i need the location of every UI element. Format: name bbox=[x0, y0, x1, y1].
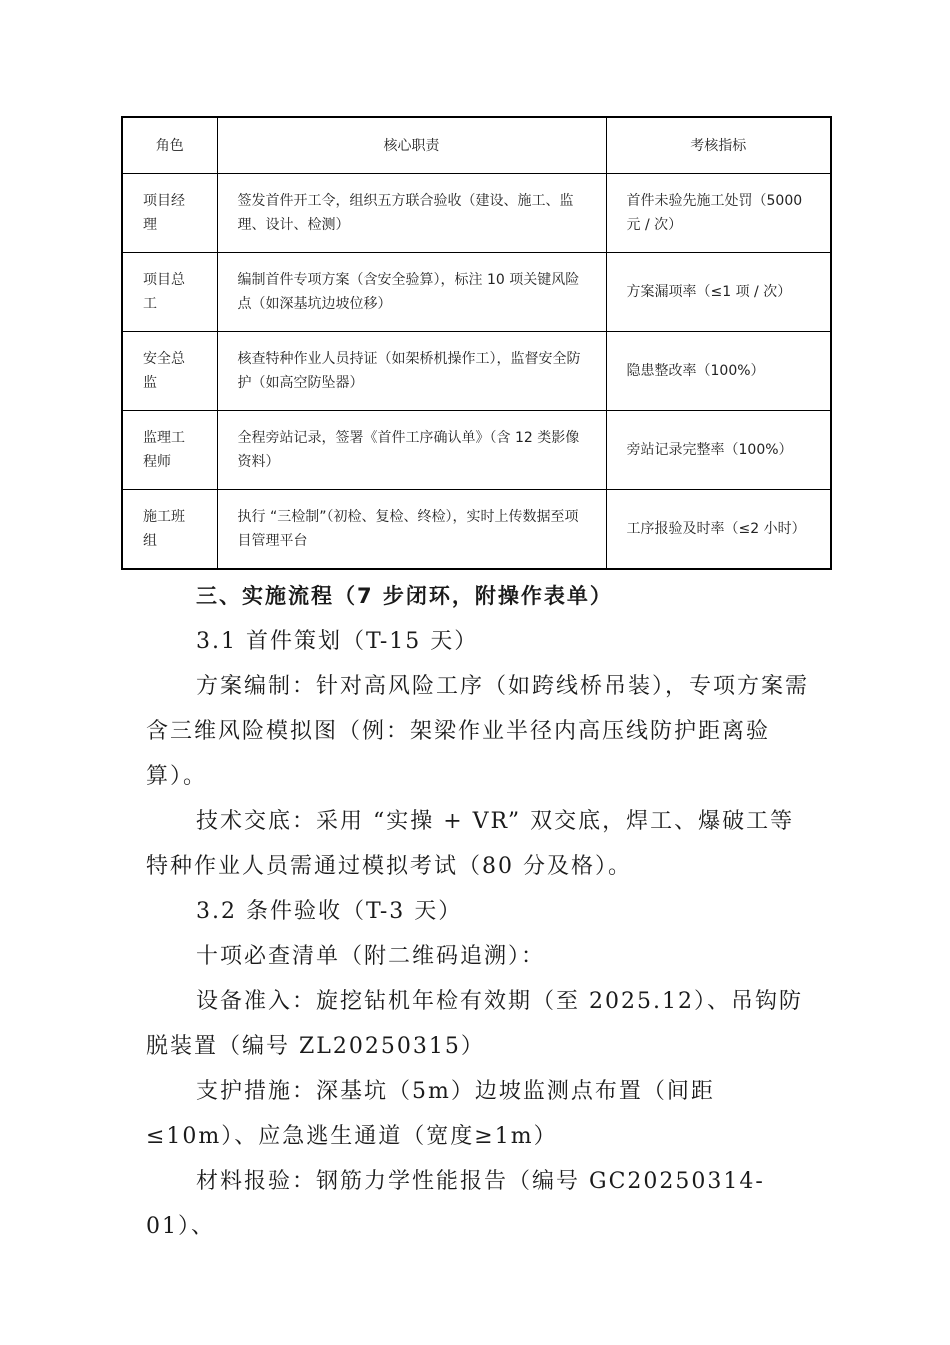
header-kpi: 考核指标 bbox=[606, 117, 831, 174]
cell-role: 安全总监 bbox=[122, 332, 217, 411]
cell-kpi: 工序报验及时率（≤2 小时） bbox=[606, 490, 831, 570]
table-row bbox=[122, 174, 831, 253]
cell-kpi: 方案漏项率（≤1 项 / 次） bbox=[606, 253, 831, 332]
cell-duty: 全程旁站记录，签署《首件工序确认单》（含 12 类影像资料） bbox=[217, 411, 606, 490]
paragraph: 设备准入：旋挖钻机年检有效期（至 2025.12）、吊钩防脱装置（编号 ZL20250315） bbox=[146, 989, 803, 1059]
cell-kpi: 旁站记录完整率（100%） bbox=[606, 411, 831, 490]
table-row bbox=[122, 490, 831, 570]
section-heading: 三、实施流程（7 步闭环，附操作表单） bbox=[196, 584, 613, 608]
table-header-row bbox=[122, 117, 831, 174]
subsection-title: 3.1 首件策划（T-15 天） bbox=[196, 629, 479, 654]
paragraph: 材料报验：钢筋力学性能报告（编号 GC20250314-01）、 bbox=[146, 1169, 765, 1239]
cell-duty: 执行 “三检制”（初检、复检、终检），实时上传数据至项目管理平台 bbox=[217, 490, 606, 570]
cell-kpi: 隐患整改率（100%） bbox=[606, 332, 831, 411]
header-role: 角色 bbox=[122, 117, 217, 174]
header-duty: 核心职责 bbox=[217, 117, 606, 174]
cell-role: 监理工程师 bbox=[122, 411, 217, 490]
paragraph: 技术交底：采用 “实操 + VR” 双交底，焊工、爆破工等特种作业人员需通过模拟考试（80 分及格）。 bbox=[146, 809, 795, 879]
paragraph: 十项必查清单（附二维码追溯）： bbox=[196, 944, 546, 969]
table-row bbox=[122, 332, 831, 411]
cell-kpi: 首件未验先施工处罚（5000 元 / 次） bbox=[606, 174, 831, 253]
cell-duty: 编制首件专项方案（含安全验算），标注 10 项关键风险点（如深基坑边坡位移） bbox=[217, 253, 606, 332]
cell-role: 项目总工 bbox=[122, 253, 217, 332]
cell-duty: 签发首件开工令，组织五方联合验收（建设、施工、监理、设计、检测） bbox=[217, 174, 606, 253]
paragraph: 方案编制：针对高风险工序（如跨线桥吊装），专项方案需含三维风险模拟图（例：架梁作业半径内高压线防护距离验算）。 bbox=[146, 674, 810, 789]
cell-duty: 核查特种作业人员持证（如架桥机操作工），监督安全防护（如高空防坠器） bbox=[217, 332, 606, 411]
table-row bbox=[122, 253, 831, 332]
roles-table bbox=[121, 116, 832, 570]
table-row bbox=[122, 411, 831, 490]
cell-role: 项目经理 bbox=[122, 174, 217, 253]
paragraph: 支护措施：深基坑（5m）边坡监测点布置（间距≤10m）、应急逃生通道（宽度≥1m） bbox=[146, 1079, 715, 1149]
subsection-title: 3.2 条件验收（T-3 天） bbox=[196, 899, 463, 924]
cell-role: 施工班组 bbox=[122, 490, 217, 570]
section-body bbox=[146, 574, 816, 1249]
